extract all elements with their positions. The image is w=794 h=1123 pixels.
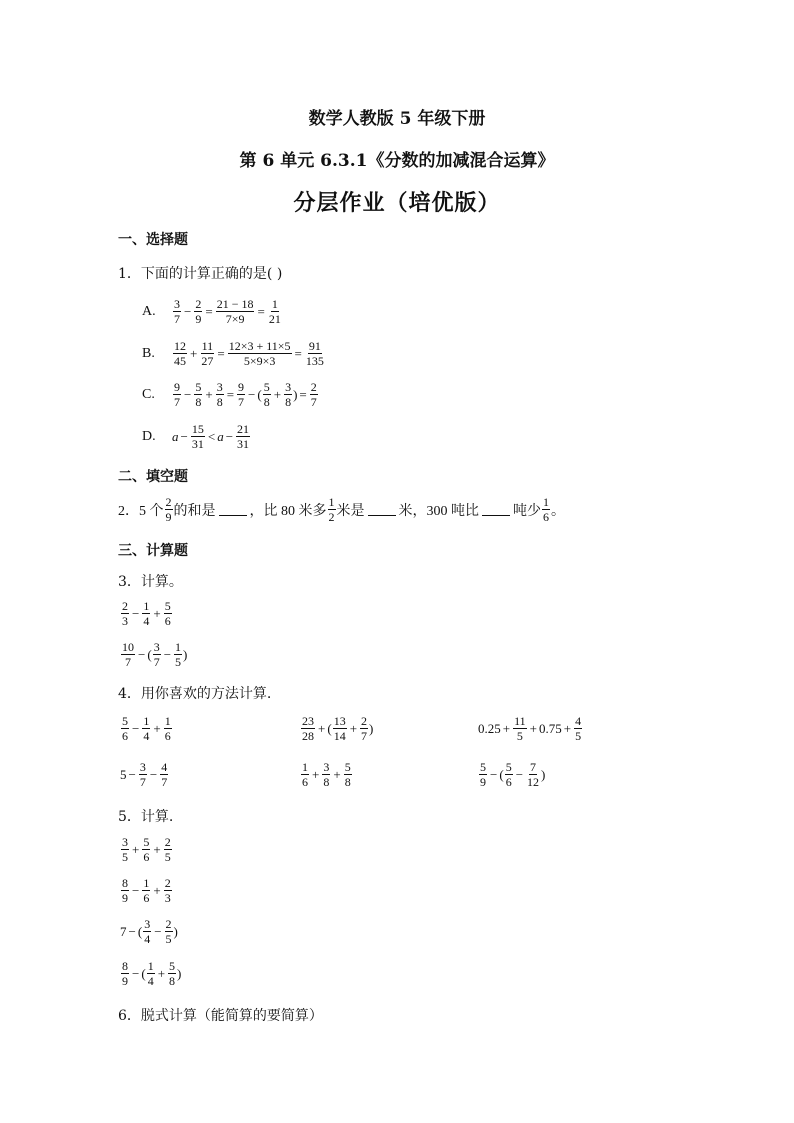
option-letter: A. xyxy=(142,303,156,319)
option-letter: C. xyxy=(142,386,155,402)
option-letter: B. xyxy=(142,345,155,361)
fraction: $\frac{2}{5}$ xyxy=(164,835,171,864)
fraction: $\frac{1}{21}$ xyxy=(268,297,281,326)
fraction: $\frac{3}{5}$ xyxy=(122,835,128,864)
fraction: $\frac{1}{6}$ xyxy=(543,495,549,524)
fraction: $\frac{2}{7}$ xyxy=(361,714,368,743)
fraction: $\frac{5}{8}$ xyxy=(169,959,176,988)
answer-blank[interactable] xyxy=(368,503,396,516)
fraction: $\frac{1}{5}$ xyxy=(175,640,182,669)
question-4-stem: 4．用你喜欢的方法计算. xyxy=(118,686,272,702)
fraction: $\frac{5}{6}$ xyxy=(164,599,171,628)
fraction: $\frac{1}{6}$ xyxy=(164,714,171,743)
fraction: $\frac{1}{4}$ xyxy=(147,959,154,988)
section-fill-blank: 二、填空题 xyxy=(118,469,188,485)
header-line-3: 分层作业（培优版） xyxy=(293,190,501,216)
q4-expression-3: 0.25 + $\frac{11}{5}$ + 0.75 + $\frac{4}{5}$ xyxy=(478,714,582,743)
variable-a: a xyxy=(217,428,224,444)
fraction: $\frac{2}{3}$ xyxy=(122,599,128,628)
fraction: $\frac{5}{8}$ xyxy=(344,760,351,789)
question-5-stem: 5．计算. xyxy=(118,809,174,825)
fraction: $\frac{2}{9}$ xyxy=(195,297,202,326)
fraction: $\frac{5}{6}$ xyxy=(143,835,150,864)
fraction: $\frac{3}{7}$ xyxy=(139,760,146,789)
fraction: $\frac{23}{28}$ xyxy=(302,714,314,743)
fraction: $\frac{1}{6}$ xyxy=(302,760,308,789)
fraction: $\frac{1}{4}$ xyxy=(143,714,150,743)
header-line-1: 数学人教版 5 年级下册 xyxy=(308,109,486,129)
option-b: B. $\frac{12}{45}$ + $\frac{11}{27}$ = $\frac{12\times 3 + 11\times 5}{5\times 9\times 3}$ = $\frac{91}{135}$ xyxy=(142,339,324,368)
fraction: $\frac{8}{9}$ xyxy=(122,876,128,905)
fraction: $\frac{91}{135}$ xyxy=(305,339,324,368)
q3-expression-2: $\frac{10}{7}$ − ( $\frac{3}{7}$ − $\frac{1}{5}$ ) xyxy=(122,640,188,669)
fraction: $\frac{2}{7}$ xyxy=(310,380,317,409)
q5-expression-3: 7 − ( $\frac{3}{4}$ − $\frac{2}{5}$ ) xyxy=(120,917,178,946)
fraction: $\frac{3}{8}$ xyxy=(216,380,223,409)
fraction: $\frac{12\times 3 + 11\times 5}{5\times 9\times 3}$ xyxy=(228,339,291,368)
option-a: A. $\frac{3}{7}$ − $\frac{2}{9}$ = $\frac{21 - 18}{7\times 9}$ = $\frac{1}{21}$ xyxy=(142,297,281,326)
fraction: $\frac{1}{6}$ xyxy=(143,876,150,905)
fraction: $\frac{3}{7}$ xyxy=(174,297,180,326)
fraction: $\frac{5}{8}$ xyxy=(263,380,270,409)
fraction: $\frac{12}{45}$ xyxy=(174,339,186,368)
fraction: $\frac{2}{9}$ xyxy=(165,495,172,524)
answer-blank[interactable] xyxy=(482,503,510,516)
fraction: $\frac{3}{8}$ xyxy=(285,380,292,409)
answer-blank[interactable] xyxy=(219,503,247,516)
fraction: $\frac{21}{31}$ xyxy=(237,422,250,451)
header-line-2: 第 6 单元 6.3.1《分数的加减混合运算》 xyxy=(239,151,555,171)
fraction: $\frac{4}{7}$ xyxy=(161,760,168,789)
q4-expression-1: $\frac{5}{6}$ − $\frac{1}{4}$ + $\frac{1}{6}$ xyxy=(122,714,171,743)
section-calculation: 三、计算题 xyxy=(118,543,188,559)
fraction: $\frac{10}{7}$ xyxy=(122,640,134,669)
fraction: $\frac{9}{7}$ xyxy=(238,380,245,409)
fraction: $\frac{1}{4}$ xyxy=(143,599,150,628)
fraction: $\frac{3}{7}$ xyxy=(153,640,160,669)
q3-expression-1: $\frac{2}{3}$ − $\frac{1}{4}$ + $\frac{5}{6}$ xyxy=(122,599,171,628)
fraction: $\frac{13}{14}$ xyxy=(333,714,346,743)
question-1-stem: 1．下面的计算正确的是( ) xyxy=(118,266,283,282)
variable-a: a xyxy=(172,428,179,444)
q5-expression-4: $\frac{8}{9}$ − ( $\frac{1}{4}$ + $\frac{5}{8}$ ) xyxy=(122,959,182,988)
section-choice: 一、选择题 xyxy=(118,232,188,248)
q4-expression-6: $\frac{5}{9}$ − ( $\frac{5}{6}$ − $\frac{7}{12}$ ) xyxy=(480,760,546,789)
fraction: $\frac{8}{9}$ xyxy=(122,959,128,988)
option-letter: D. xyxy=(142,428,156,444)
fraction: $\frac{2}{5}$ xyxy=(165,917,172,946)
fraction: $\frac{11}{27}$ xyxy=(201,339,214,368)
fraction: $\frac{5}{9}$ xyxy=(480,760,486,789)
option-d: D. a − $\frac{15}{31}$ < a − $\frac{21}{31}$ xyxy=(142,422,250,451)
fraction: $\frac{15}{31}$ xyxy=(191,422,204,451)
question-6-stem: 6．脱式计算（能简算的要简算） xyxy=(118,1008,323,1024)
q5-expression-2: $\frac{8}{9}$ − $\frac{1}{6}$ + $\frac{2}{3}$ xyxy=(122,876,171,905)
question-2: 2．5 个 $\frac{2}{9}$ 的和是 ，比 80 米多 $\frac{1}{2}$ 米是 米，300 吨比 吨少 $\frac{1}{6}$ 。 xyxy=(118,495,565,524)
fraction: $\frac{5}{8}$ xyxy=(195,380,202,409)
fraction: $\frac{5}{6}$ xyxy=(122,714,128,743)
fraction: $\frac{21 - 18}{7\times 9}$ xyxy=(216,297,254,326)
fraction: $\frac{11}{5}$ xyxy=(514,714,526,743)
fraction: $\frac{4}{5}$ xyxy=(575,714,582,743)
fraction: $\frac{3}{8}$ xyxy=(323,760,330,789)
fraction: $\frac{3}{4}$ xyxy=(144,917,151,946)
option-c: C. $\frac{9}{7}$ − $\frac{5}{8}$ + $\frac{3}{8}$ = $\frac{9}{7}$ − ( $\frac{5}{8}$ + $\frac{3}{8}$ ) = $\frac{2}{7}$ xyxy=(142,380,317,409)
fraction: $\frac{7}{12}$ xyxy=(527,760,540,789)
q5-expression-1: $\frac{3}{5}$ + $\frac{5}{6}$ + $\frac{2}{5}$ xyxy=(122,835,171,864)
q4-expression-5: $\frac{1}{6}$ + $\frac{3}{8}$ + $\frac{5}{8}$ xyxy=(302,760,351,789)
fraction: $\frac{5}{6}$ xyxy=(505,760,512,789)
question-3-stem: 3．计算。 xyxy=(118,574,183,590)
q4-expression-2: $\frac{23}{28}$ + ( $\frac{13}{14}$ + $\frac{2}{7}$ ) xyxy=(302,714,374,743)
q4-expression-4: 5 − $\frac{3}{7}$ − $\frac{4}{7}$ xyxy=(120,760,168,789)
fraction: $\frac{2}{3}$ xyxy=(164,876,171,905)
fraction: $\frac{9}{7}$ xyxy=(174,380,180,409)
fraction: $\frac{1}{2}$ xyxy=(328,495,335,524)
